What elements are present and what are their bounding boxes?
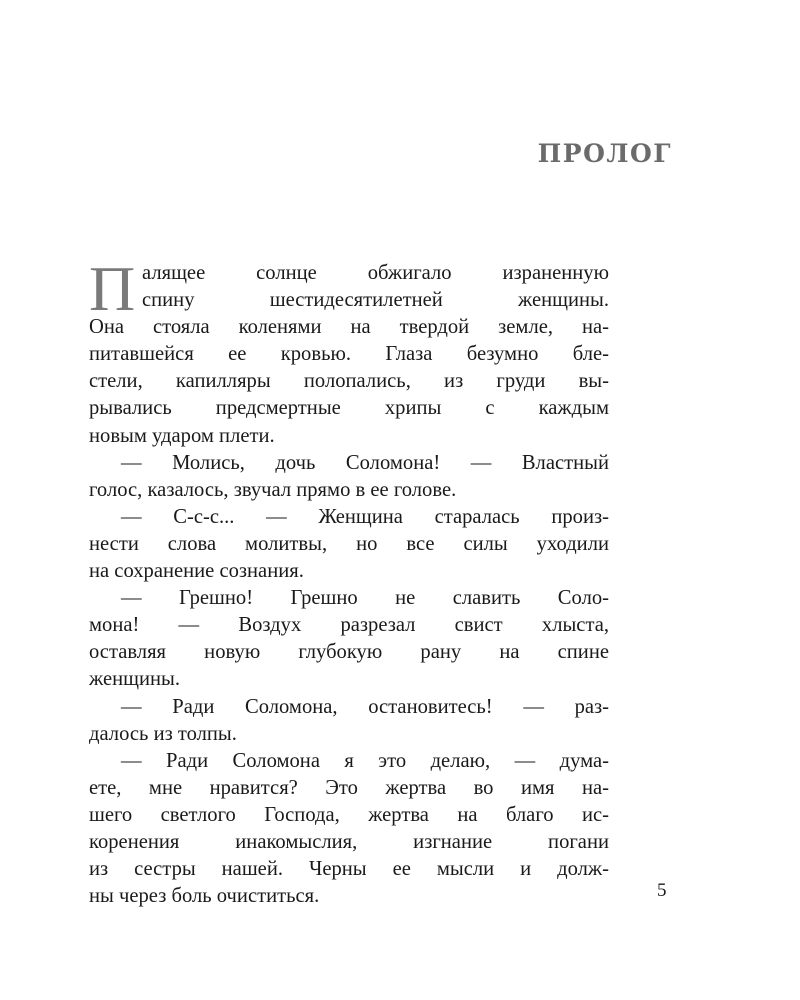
body-text — [89, 253, 609, 910]
text-line: на сохранение сознания. — [89, 560, 304, 583]
text-line: алящее солнце обжигало израненную — [142, 262, 609, 284]
text-line: рывались предсмертные хрипы с каждым — [89, 397, 609, 420]
text-line: Она стояла коленями на твердой земле, на- — [89, 316, 609, 339]
text-line: оставляя новую глубокую рану на спине — [89, 641, 609, 664]
text-line: ны через боль очиститься. — [89, 885, 320, 908]
text-line: — Ради Соломона, остановитесь! — раз- — [121, 695, 609, 718]
text-line: спину шестидесятилетней женщины. — [142, 289, 609, 312]
text-line: из сестры нашей. Черны ее мысли и долж- — [89, 858, 609, 881]
text-line: далось из толпы. — [89, 722, 237, 745]
text-line: питавшейся ее кровью. Глаза безумно бле- — [89, 343, 609, 366]
text-line: — Грешно! Грешно не славить Соло- — [121, 587, 609, 610]
drop-cap: П — [89, 253, 136, 324]
page-number: 5 — [657, 880, 667, 901]
text-line: женщины. — [89, 668, 181, 691]
text-line: шего светлого Господа, жертва на благо ис- — [89, 803, 609, 826]
text-line: — Ради Соломона я это делаю, — дума- — [121, 749, 609, 772]
text-line: — Молись, дочь Соломона! — Властный — [121, 451, 609, 474]
text-line: коренения инакомыслия, изгнание погани — [89, 830, 609, 853]
text-line: — С-с-с... — Женщина старалась произ- — [121, 505, 609, 528]
text-line: новым ударом плети. — [89, 424, 275, 447]
text-line: голос, казалось, звучал прямо в ее голове. — [89, 478, 457, 501]
text-line: нести слова молитвы, но все силы уходили — [89, 532, 609, 555]
text-line: стели, капилляры полопались, из груди вы- — [89, 370, 609, 393]
chapter-title: ПРОЛОГ — [537, 139, 672, 168]
text-line: мона! — Воздух разрезал свист хлыста, — [89, 614, 609, 637]
text-line: ете, мне нравится? Это жертва во имя на- — [89, 776, 609, 799]
